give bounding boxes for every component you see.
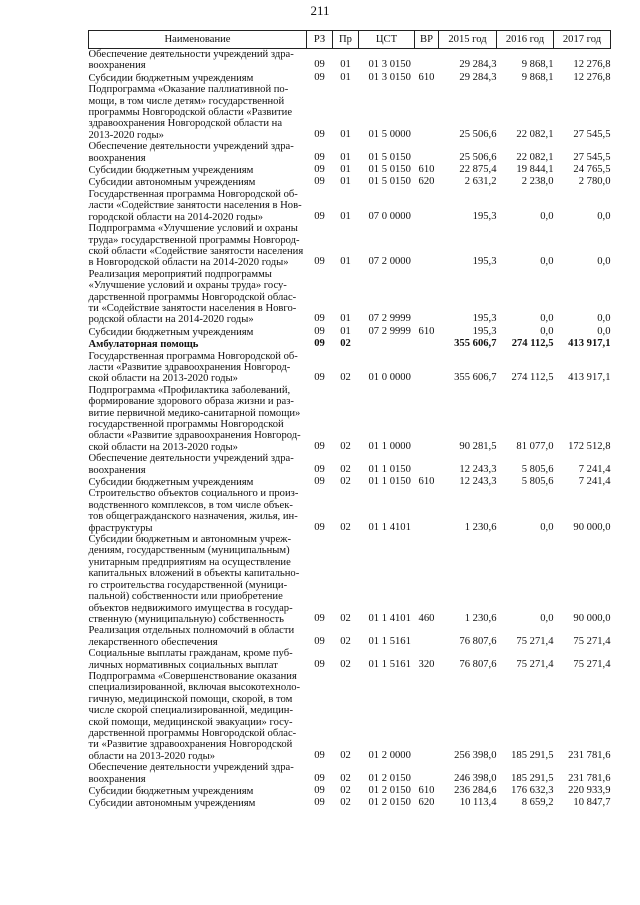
cell-pr: 02 [340, 338, 351, 350]
cell-2015: 22 875,4 [459, 164, 497, 176]
cell-pr: 02 [340, 440, 351, 452]
cell-2017: 0,0 [597, 325, 611, 337]
table-row [89, 453, 611, 476]
cell-name-line: формирование здорового образа жизни и раз- [88, 396, 294, 408]
cell-name-line: Субсидии бюджетным учреждениям [88, 326, 254, 338]
cell-name [89, 476, 307, 488]
cell-2017: 7 241,4 [578, 476, 611, 488]
cell-name [89, 648, 307, 671]
table-row [89, 797, 611, 809]
table-row [89, 385, 611, 453]
cell-2015: 355 606,7 [454, 338, 497, 350]
cell-pr: 02 [340, 749, 351, 761]
cell-2017: 220 933,9 [568, 785, 611, 796]
cell-2017: 7 241,4 [578, 463, 611, 475]
cell-pr: 01 [340, 313, 351, 325]
cell-name-line: Государственная программа Новгородской об- [88, 188, 298, 200]
cell-2016: 274 112,5 [511, 338, 554, 350]
cell-cst: 01 2 0150 [368, 785, 411, 796]
table-row [89, 72, 611, 84]
cell-name [89, 351, 307, 385]
table-row [89, 189, 611, 223]
cell-2016: 0,0 [540, 256, 554, 268]
cell-vr [415, 385, 439, 453]
cell-name-line: мощи, в том числе детям» государственной [88, 95, 285, 107]
cell-name-line: Амбулаторная помощь [88, 339, 199, 351]
cell-name-line: ти «Развитие здравоохранения Новгородской [88, 739, 293, 751]
cell-name-line: гичную, медицинской помощи, скорой, в том [88, 693, 293, 705]
cell-pr: 02 [340, 463, 351, 475]
cell-2016: 22 082,1 [516, 151, 554, 163]
cell-vr [415, 338, 439, 350]
cell-2015: 29 284,3 [459, 59, 497, 71]
column-header-pr: Пр [333, 31, 359, 49]
cell-name [89, 671, 307, 762]
cell-pr: 02 [340, 612, 351, 624]
cell-2016: 75 271,4 [516, 658, 554, 670]
cell-name-line: пальной) собственности или приобретение [88, 591, 283, 603]
cell-rz: 09 [314, 658, 325, 670]
cell-name-line: родской области на 2014-2020 годы» [88, 314, 254, 326]
cell-cst: 07 0 0000 [368, 210, 411, 222]
cell-name [89, 488, 307, 534]
cell-name [89, 269, 307, 326]
cell-2015: 76 807,6 [459, 635, 497, 647]
cell-cst [359, 338, 415, 350]
cell-pr: 01 [340, 325, 351, 337]
cell-2016: 5 805,6 [521, 463, 554, 475]
cell-vr [415, 189, 439, 223]
cell-name-line: ственную (муниципальную) собственность [88, 613, 284, 625]
cell-vr: 610 [418, 476, 435, 488]
cell-name-line: Подпрограмма «Оказание паллиативной по- [88, 84, 289, 96]
cell-pr: 01 [340, 71, 351, 83]
cell-pr: 02 [340, 797, 351, 809]
cell-vr: 610 [418, 785, 435, 796]
cell-name-line: «Улучшение условий и охраны труда» госу- [88, 280, 287, 292]
cell-name-line: го строительства государственной (муници- [88, 579, 288, 591]
cell-2016: 19 844,1 [516, 164, 554, 176]
table-row [89, 84, 611, 141]
column-header-name: Наименование [89, 31, 307, 49]
cell-2015: 195,3 [472, 325, 497, 337]
cell-name-line: труда» государственной программы Новгород- [88, 234, 300, 246]
cell-name [89, 762, 307, 785]
cell-vr [415, 141, 439, 164]
cell-2017: 90 000,0 [573, 612, 611, 624]
cell-vr [415, 269, 439, 326]
cell-pr: 02 [340, 785, 351, 796]
cell-name-line: лекарственного обеспечения [88, 636, 218, 648]
cell-rz: 09 [314, 797, 325, 809]
cell-name [89, 176, 307, 188]
cell-pr: 01 [340, 151, 351, 163]
cell-cst: 01 3 0150 [368, 71, 411, 83]
column-header-2017: 2017 год [554, 31, 611, 49]
table-row [89, 625, 611, 648]
cell-cst: 01 3 0150 [368, 59, 411, 71]
cell-rz: 09 [314, 256, 325, 268]
cell-2016: 0,0 [540, 210, 554, 222]
cell-name [89, 49, 307, 72]
cell-2017: 90 000,0 [573, 521, 611, 533]
table-row [89, 351, 611, 385]
cell-2015: 25 506,6 [459, 151, 497, 163]
cell-name-line: Субсидии бюджетным учреждениям [88, 786, 254, 797]
cell-cst: 01 1 5161 [368, 658, 411, 670]
cell-vr: 620 [418, 797, 435, 809]
cell-vr: 610 [418, 325, 435, 337]
cell-name-line: Субсидии бюджетным учреждениям [88, 165, 254, 177]
page-number: 211 [310, 3, 330, 18]
cell-pr: 02 [340, 476, 351, 488]
cell-2015: 1 230,6 [464, 521, 497, 533]
cell-name-line: воохранения [88, 464, 146, 476]
cell-2015: 246 398,0 [454, 772, 497, 784]
cell-2017: 172 512,8 [568, 440, 611, 452]
cell-rz: 09 [314, 440, 325, 452]
cell-2017: 0,0 [597, 256, 611, 268]
cell-2017: 0,0 [597, 210, 611, 222]
cell-cst: 01 1 0150 [368, 463, 411, 475]
cell-name [89, 625, 307, 648]
cell-pr: 02 [340, 372, 351, 384]
cell-2016: 0,0 [540, 325, 554, 337]
cell-2017: 0,0 [597, 313, 611, 325]
cell-vr [415, 488, 439, 534]
cell-name [89, 453, 307, 476]
cell-2016: 176 632,3 [511, 785, 554, 796]
cell-2016: 81 077,0 [516, 440, 554, 452]
table-row [89, 338, 611, 350]
cell-2015: 90 281,5 [459, 440, 497, 452]
cell-rz: 09 [314, 772, 325, 784]
cell-name-line: витие первичной медико-санитарной помощи» [88, 407, 301, 419]
table-row [89, 176, 611, 188]
cell-cst: 01 1 0150 [368, 476, 411, 488]
cell-name-line: Реализация мероприятий подпрограммы [88, 268, 272, 280]
cell-vr [415, 351, 439, 385]
cell-name-line: Субсидии бюджетным учреждениям [88, 477, 254, 489]
cell-pr: 02 [340, 658, 351, 670]
cell-2015: 12 243,3 [459, 476, 497, 488]
table-row [89, 476, 611, 488]
table-row [89, 785, 611, 797]
cell-2016: 22 082,1 [516, 128, 554, 140]
column-header-2016: 2016 год [497, 31, 554, 49]
cell-vr: 620 [418, 176, 435, 188]
cell-rz: 09 [314, 612, 325, 624]
cell-2015: 10 113,4 [459, 797, 497, 809]
cell-2017: 231 781,6 [568, 772, 611, 784]
cell-cst: 01 2 0150 [368, 797, 411, 809]
cell-2016: 2 238,0 [521, 176, 554, 188]
cell-cst: 01 2 0150 [368, 772, 411, 784]
cell-pr: 02 [340, 635, 351, 647]
cell-name-line: государственной программы Новгородской [88, 419, 284, 430]
cell-name-line: Субсидии бюджетным учреждениям [88, 72, 254, 84]
cell-name-line: капитальных вложений в объекты капитально- [88, 568, 300, 580]
cell-name-line: Государственная программа Новгородской об- [88, 350, 298, 362]
cell-2015: 236 284,6 [454, 785, 497, 796]
table-row [89, 49, 611, 72]
cell-vr: 610 [418, 71, 435, 83]
cell-rz: 09 [314, 151, 325, 163]
cell-2016: 9 868,1 [521, 59, 554, 71]
cell-vr: 320 [418, 658, 435, 670]
cell-name-line: Реализация отдельных полномочий в области [88, 625, 295, 637]
cell-name [89, 797, 307, 809]
cell-vr [415, 625, 439, 648]
cell-rz: 09 [314, 210, 325, 222]
cell-2015: 76 807,6 [459, 658, 497, 670]
cell-cst: 07 2 0000 [368, 256, 411, 268]
cell-cst: 01 1 4101 [368, 612, 411, 624]
table-row [89, 671, 611, 762]
cell-pr: 01 [340, 59, 351, 71]
cell-cst: 07 2 9999 [368, 313, 411, 325]
cell-name-line: тов общегражданского назначения, жилья, ин- [88, 511, 298, 523]
cell-name-line: Обеспечение деятельности учреждений здра- [88, 49, 294, 60]
cell-rz: 09 [314, 176, 325, 188]
cell-cst: 01 2 0000 [368, 749, 411, 761]
cell-name-line: городской области на 2014-2020 годы» [88, 211, 263, 223]
table-row [89, 488, 611, 534]
table-body [89, 49, 611, 810]
table-row [89, 223, 611, 269]
table-row [89, 762, 611, 785]
cell-name-line: ской помощи, медицинской эвакуации» госу- [88, 716, 293, 728]
cell-2015: 355 606,7 [454, 372, 497, 384]
cell-name [89, 338, 307, 350]
cell-name [89, 326, 307, 338]
cell-vr [415, 671, 439, 762]
cell-2016: 9 868,1 [521, 71, 554, 83]
cell-2017: 75 271,4 [573, 635, 611, 647]
cell-name-line: объектов недвижимого имущества в государ- [88, 602, 293, 614]
cell-name-line: ской области на 2013-2020 годы» [88, 373, 238, 385]
cell-2015: 256 398,0 [454, 749, 497, 761]
cell-name-line: Обеспечение деятельности учреждений здра- [88, 141, 294, 153]
cell-2017: 12 276,8 [573, 59, 611, 71]
table-row [89, 269, 611, 326]
cell-2017: 2 780,0 [578, 176, 611, 188]
cell-2016: 185 291,5 [511, 772, 554, 784]
cell-2015: 29 284,3 [459, 71, 497, 83]
cell-2015: 12 243,3 [459, 463, 497, 475]
cell-rz: 09 [314, 59, 325, 71]
cell-vr: 460 [418, 612, 435, 624]
cell-name-line: ской области «Содействие занятости населения [88, 245, 304, 257]
cell-cst: 01 1 5161 [368, 635, 411, 647]
cell-vr [415, 762, 439, 785]
budget-table [88, 30, 611, 810]
cell-rz: 09 [314, 164, 325, 176]
cell-2015: 1 230,6 [464, 612, 497, 624]
cell-rz: 09 [314, 476, 325, 488]
cell-2016: 0,0 [540, 612, 554, 624]
cell-rz: 09 [314, 785, 325, 796]
cell-vr [415, 49, 439, 72]
table-row [89, 326, 611, 338]
cell-2017: 27 545,5 [573, 128, 611, 140]
cell-name [89, 72, 307, 84]
cell-rz: 09 [314, 372, 325, 384]
column-header-2015: 2015 год [439, 31, 497, 49]
cell-cst: 01 1 0000 [368, 440, 411, 452]
cell-name-line: Обеспечение деятельности учреждений здра- [88, 453, 294, 465]
cell-cst: 01 5 0150 [368, 164, 411, 176]
cell-name-line: Субсидии бюджетным и автономным учреж- [88, 534, 292, 546]
cell-cst: 01 1 4101 [368, 521, 411, 533]
cell-2017: 413 917,1 [568, 372, 611, 384]
cell-name-line: дениям, государственным (муниципальным) [88, 545, 290, 557]
cell-name-line: дарственной программы Новгородской облас- [88, 727, 297, 739]
cell-2017: 10 847,7 [573, 797, 611, 809]
cell-name-line: Подпрограмма «Улучшение условий и охраны [88, 223, 298, 235]
cell-cst: 01 5 0150 [368, 151, 411, 163]
cell-rz: 09 [314, 313, 325, 325]
cell-rz: 09 [314, 749, 325, 761]
cell-pr: 01 [340, 176, 351, 188]
cell-name-line: ласти «Развитие здравоохранения Новгород- [88, 361, 291, 373]
cell-rz: 09 [314, 71, 325, 83]
cell-cst: 01 0 0000 [368, 372, 411, 384]
cell-rz: 09 [314, 325, 325, 337]
cell-name-line: воохранения [88, 773, 146, 785]
cell-vr [415, 84, 439, 141]
cell-pr: 01 [340, 256, 351, 268]
cell-name [89, 189, 307, 223]
table-row [89, 648, 611, 671]
cell-name-line: Подпрограмма «Профилактика заболеваний, [88, 384, 291, 396]
cell-2016: 274 112,5 [511, 372, 554, 384]
cell-cst: 01 5 0150 [368, 176, 411, 188]
column-header-vr: ВР [415, 31, 439, 49]
cell-cst: 07 2 9999 [368, 325, 411, 337]
cell-2015: 195,3 [472, 313, 497, 325]
cell-name-line: Обеспечение деятельности учреждений здра- [88, 762, 294, 774]
cell-name-line: ласти «Содействие занятости населения в Нов- [88, 200, 302, 212]
cell-2015: 25 506,6 [459, 128, 497, 140]
cell-vr: 610 [418, 164, 435, 176]
cell-name-line: личных нормативных социальных выплат [88, 659, 278, 671]
cell-name-line: здравоохранения Новгородской области на [88, 118, 283, 130]
cell-name-line: фраструктуры [88, 522, 153, 534]
cell-rz: 09 [314, 128, 325, 140]
table-row [89, 164, 611, 176]
cell-rz: 09 [314, 635, 325, 647]
cell-name-line: ти «Содействие занятости населения в Новго- [88, 302, 297, 314]
cell-name-line: области на 2013-2020 годы» [88, 750, 216, 762]
cell-cst: 01 5 0000 [368, 128, 411, 140]
cell-name [89, 141, 307, 164]
cell-name-line: Социальные выплаты гражданам, кроме пуб- [88, 648, 293, 660]
cell-2016: 8 659,2 [521, 797, 554, 809]
column-header-cst: ЦСТ [359, 31, 415, 49]
cell-vr [415, 453, 439, 476]
cell-rz: 09 [314, 463, 325, 475]
cell-name-line: воохранения [88, 60, 146, 72]
cell-name-line: Субсидии автономным учреждениям [88, 177, 256, 189]
cell-name [89, 785, 307, 797]
cell-2017: 413 917,1 [568, 338, 611, 350]
cell-2017: 24 765,5 [573, 164, 611, 176]
cell-name-line: Субсидии автономным учреждениям [88, 798, 256, 810]
cell-name-line: унитарным предприятиям на осуществление [88, 556, 291, 568]
cell-name-line: Подпрограмма «Совершенствование оказания [88, 670, 297, 682]
cell-name-line: Строительство объектов социального и произ- [88, 488, 299, 500]
cell-vr [415, 223, 439, 269]
cell-pr: 01 [340, 210, 351, 222]
cell-2015: 195,3 [472, 256, 497, 268]
cell-name [89, 385, 307, 453]
cell-2017: 231 781,6 [568, 749, 611, 761]
cell-pr: 01 [340, 164, 351, 176]
cell-name-line: области «Развитие здравоохранения Новгород- [88, 430, 301, 442]
cell-2016: 0,0 [540, 521, 554, 533]
cell-name-line: ской области на 2013-2020 годы» [88, 441, 238, 453]
cell-2016: 5 805,6 [521, 476, 554, 488]
column-header-rz: РЗ [307, 31, 333, 49]
cell-name-line: в Новгородской области на 2014-2020 годы» [88, 257, 289, 269]
cell-rz: 09 [314, 338, 325, 350]
cell-name-line: числе скорой специализированной, медицин- [88, 705, 293, 717]
cell-name [89, 534, 307, 625]
cell-name-line: 2013-2020 годы» [88, 129, 164, 141]
cell-rz: 09 [314, 521, 325, 533]
cell-name-line: специализированной, включая высокотехноло- [88, 682, 301, 694]
table-row [89, 534, 611, 625]
table-header-row [89, 31, 611, 49]
cell-name-line: программы Новгородской области «Развитие [88, 107, 293, 119]
cell-pr: 02 [340, 521, 351, 533]
cell-2017: 75 271,4 [573, 658, 611, 670]
cell-pr: 02 [340, 772, 351, 784]
cell-name [89, 164, 307, 176]
table-row [89, 141, 611, 164]
cell-name-line: водственного комплексов, в том числе объек- [88, 499, 293, 511]
cell-2015: 195,3 [472, 210, 497, 222]
cell-name-line: воохранения [88, 152, 146, 164]
cell-2017: 27 545,5 [573, 151, 611, 163]
cell-2016: 185 291,5 [511, 749, 554, 761]
cell-2016: 75 271,4 [516, 635, 554, 647]
cell-pr: 01 [340, 128, 351, 140]
cell-2016: 0,0 [540, 313, 554, 325]
cell-name-line: дарственной программы Новгородской облас- [88, 291, 297, 303]
cell-2017: 12 276,8 [573, 71, 611, 83]
cell-name [89, 223, 307, 269]
cell-name [89, 84, 307, 141]
cell-2015: 2 631,2 [464, 176, 497, 188]
